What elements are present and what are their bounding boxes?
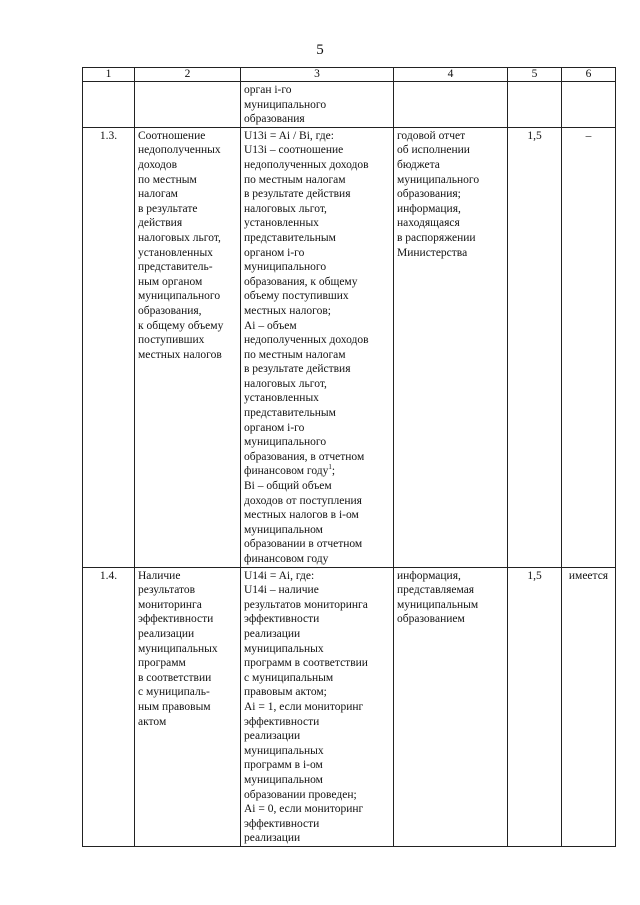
- row-number: 1.3.: [83, 127, 135, 567]
- page-number: 5: [316, 42, 324, 58]
- data-source: информация, представляемая муниципальным образованием: [394, 567, 508, 846]
- header-cell: 5: [508, 68, 562, 82]
- footnote-mark: 1: [328, 463, 332, 472]
- header-cell: 2: [135, 68, 241, 82]
- continuation-text: [241, 82, 394, 128]
- formula-cell: U14i = Ai, где: U14i – наличие результатов мониторинга эффективности реализации муниципальных программ в соответствии с муниципальным правовым актом; Ai = 1, если мониторинг эффективности реализации муниципальных программ в i-ом муниципальном образовании проведен; Ai = 0, если мониторинг эффективности реализации: [241, 567, 394, 846]
- indicator-name: Наличие результатов мониторинга эффективности реализации муниципальных программ в соответствии с муниципаль- ным правовым актом: [135, 567, 241, 846]
- row-number: 1.4.: [83, 567, 135, 846]
- target-value: имеется: [562, 567, 616, 846]
- table-row: [83, 567, 616, 846]
- target-value: –: [562, 127, 616, 567]
- continuation-row: [83, 82, 616, 128]
- table-row: [83, 127, 616, 567]
- weight-value: 1,5: [508, 127, 562, 567]
- header-cell: 6: [562, 68, 616, 82]
- text-line: образования: [244, 113, 305, 126]
- criteria-table: [82, 67, 616, 847]
- header-cell: 4: [394, 68, 508, 82]
- header-cell: 1: [83, 68, 135, 82]
- text-line: орган i-го: [244, 84, 292, 96]
- weight-value: 1,5: [508, 567, 562, 846]
- text-line: муниципального: [244, 98, 327, 111]
- header-row: [83, 68, 616, 82]
- formula-cell: U13i = Ai / Bi, где: U13i – соотношение недополученных доходов по местным налогам в результате действия налоговых льгот, установленных представительным органом i-го муниципального образования, к общему объему поступивших местных налогов; Ai – объем недополученных доходов по местным налогам в результате действия налоговых льгот, установленных представительным органом i-го муниципального образования, в отчетном финансовом году$^1$; Bi – общий объем доходов от поступления местных налогов в i-ом муниципальном образовании в отчетном финансовом году: [241, 127, 394, 567]
- header-cell: 3: [241, 68, 394, 82]
- indicator-name: Соотношение недополученных доходов по местным налогам в результате действия налоговых льгот, установленных представитель- ным органом муниципального образования, к общему объему поступивших местных налогов: [135, 127, 241, 567]
- data-source: годовой отчет об исполнении бюджета муниципального образования; информация, находящаяся в распоряжении Министерства: [394, 127, 508, 567]
